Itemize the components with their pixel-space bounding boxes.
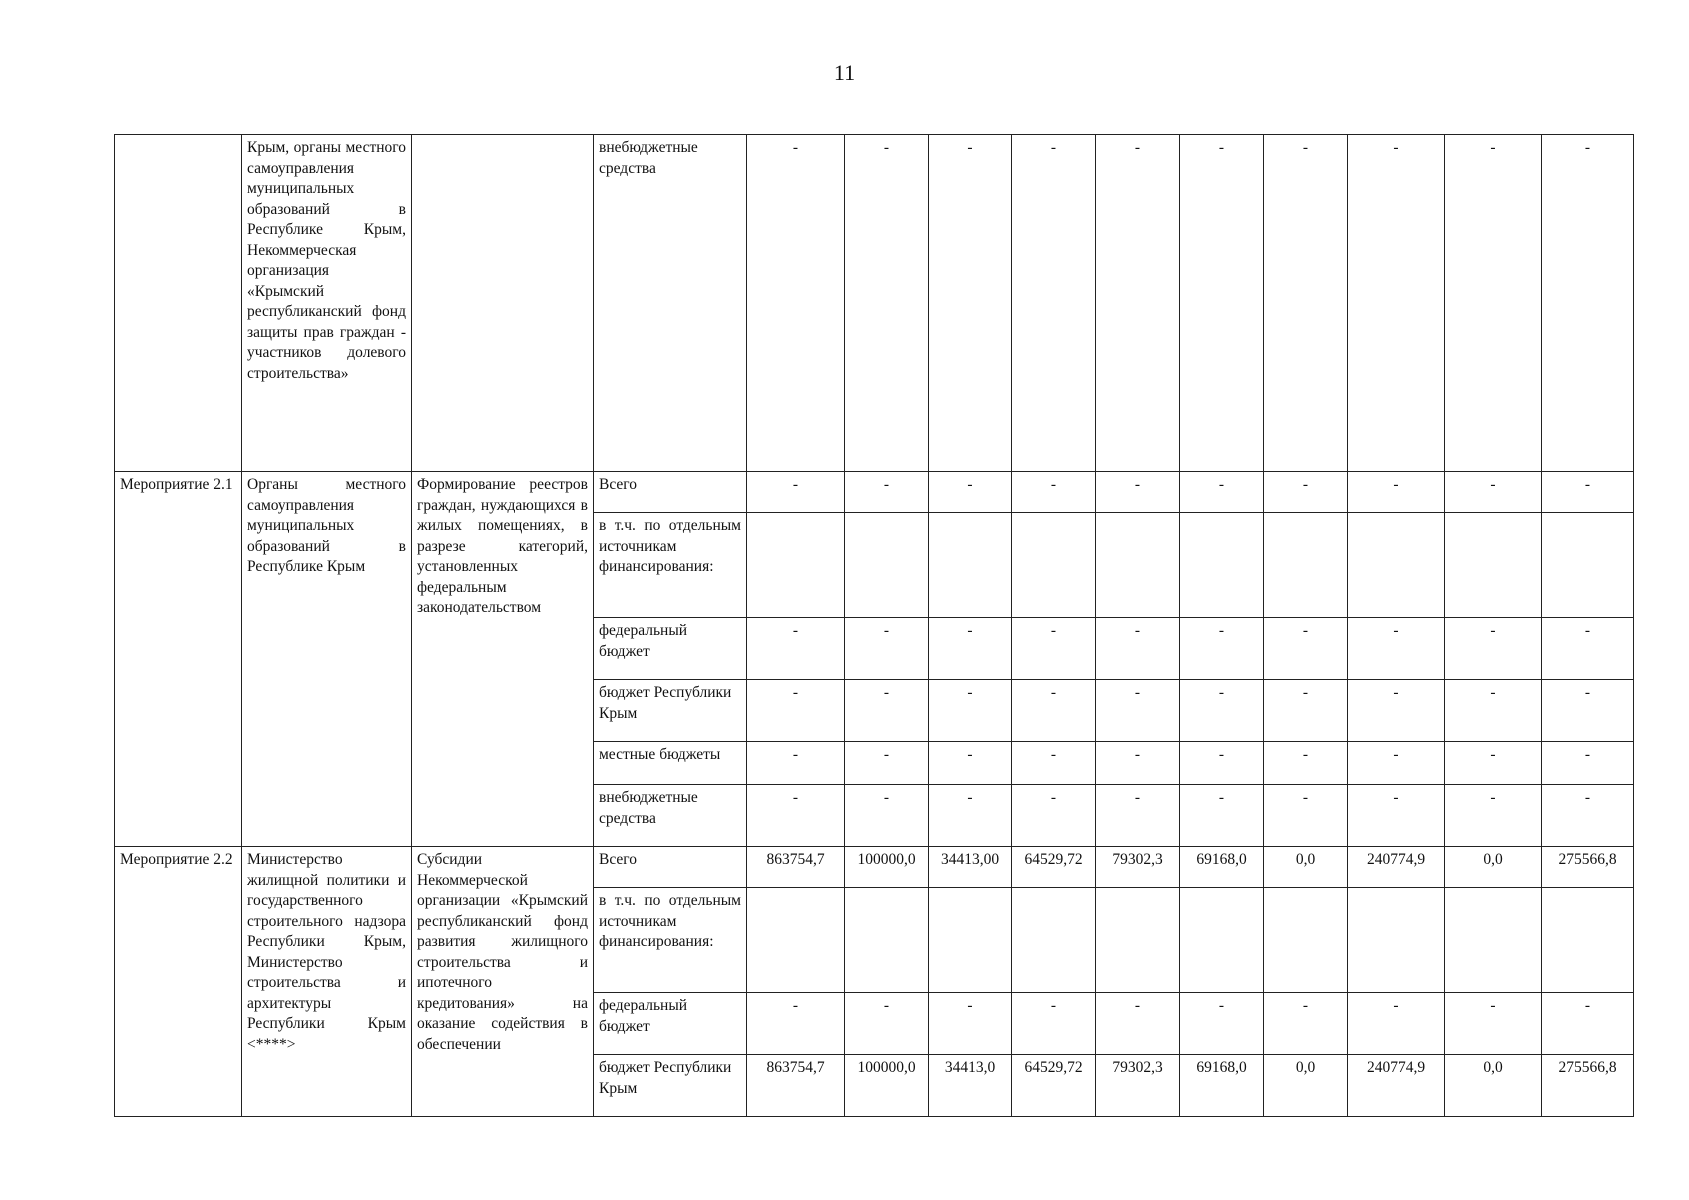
value-cell: 863754,7 — [747, 1055, 845, 1117]
financing-table — [114, 134, 1634, 1117]
value-cell — [1180, 888, 1264, 993]
value-cell: - — [1180, 472, 1264, 513]
value-cell — [929, 888, 1012, 993]
value-cell: - — [1180, 742, 1264, 785]
page-number: 11 — [833, 60, 856, 85]
value-cell: 0,0 — [1445, 1055, 1542, 1117]
value-cell: - — [1542, 472, 1634, 513]
value-cell: - — [845, 993, 929, 1055]
value-cell: 79302,3 — [1096, 1055, 1180, 1117]
value-cell: - — [929, 993, 1012, 1055]
table-row — [115, 135, 1634, 472]
value-cell: - — [1096, 135, 1180, 472]
value-cell: - — [1445, 135, 1542, 472]
source-cell: Всего — [594, 472, 747, 513]
executor-cell: Крым, органы местного самоуправления муниципальных образований в Республике Крым, Некоммерческая организация «Крымский республиканский фонд защиты прав граждан - участников долевого строительства» — [242, 135, 412, 472]
value-cell: - — [1096, 993, 1180, 1055]
value-cell: 69168,0 — [1180, 1055, 1264, 1117]
value-cell: 34413,0 — [929, 1055, 1012, 1117]
value-cell: - — [1264, 472, 1348, 513]
measure-cell — [115, 135, 242, 472]
content-cell — [412, 135, 594, 472]
value-cell — [845, 513, 929, 618]
value-cell: - — [1180, 993, 1264, 1055]
value-cell: - — [1012, 680, 1096, 742]
content-cell: Формирование реестров граждан, нуждающихся в жилых помещениях, в разрезе категорий, установленных федеральным законодательством — [412, 472, 594, 847]
value-cell — [1264, 513, 1348, 618]
table-row — [115, 472, 1634, 513]
value-cell: - — [1096, 472, 1180, 513]
value-cell: - — [1180, 135, 1264, 472]
executor-cell: Министерство жилищной политики и государственного строительного надзора Республики Крым, Министерство строительства и архитектуры Республики Крым <****> — [242, 847, 412, 1117]
value-cell — [1445, 513, 1542, 618]
value-cell: 64529,72 — [1012, 847, 1096, 888]
value-cell: - — [1264, 993, 1348, 1055]
value-cell: - — [1012, 742, 1096, 785]
table-body — [115, 135, 1634, 1117]
value-cell: - — [1348, 618, 1445, 680]
value-cell: - — [1180, 680, 1264, 742]
value-cell: - — [1096, 618, 1180, 680]
value-cell: - — [845, 742, 929, 785]
value-cell: - — [747, 993, 845, 1055]
value-cell: - — [747, 135, 845, 472]
value-cell: - — [1542, 135, 1634, 472]
value-cell: - — [1264, 785, 1348, 847]
value-cell: - — [1445, 993, 1542, 1055]
table-row — [115, 847, 1634, 888]
value-cell: 863754,7 — [747, 847, 845, 888]
value-cell: - — [845, 618, 929, 680]
value-cell: 79302,3 — [1096, 847, 1180, 888]
value-cell: - — [1012, 993, 1096, 1055]
source-cell: федеральный бюджет — [594, 993, 747, 1055]
value-cell — [1542, 513, 1634, 618]
value-cell: - — [929, 680, 1012, 742]
value-cell: - — [1180, 618, 1264, 680]
value-cell: 0,0 — [1264, 1055, 1348, 1117]
value-cell: - — [1012, 785, 1096, 847]
value-cell: - — [1445, 742, 1542, 785]
value-cell: - — [747, 680, 845, 742]
value-cell — [1264, 888, 1348, 993]
source-cell: бюджет Республики Крым — [594, 1055, 747, 1117]
value-cell: - — [747, 785, 845, 847]
value-cell: - — [1445, 618, 1542, 680]
value-cell: - — [845, 785, 929, 847]
value-cell: - — [845, 472, 929, 513]
value-cell: - — [1348, 993, 1445, 1055]
source-cell: в т.ч. по отдельным источникам финансирования: — [594, 888, 747, 993]
value-cell: - — [1096, 680, 1180, 742]
value-cell: - — [1445, 472, 1542, 513]
value-cell: 0,0 — [1445, 847, 1542, 888]
value-cell: - — [929, 618, 1012, 680]
executor-cell: Органы местного самоуправления муниципальных образований в Республике Крым — [242, 472, 412, 847]
value-cell: 100000,0 — [845, 1055, 929, 1117]
value-cell: - — [1012, 472, 1096, 513]
value-cell — [1348, 513, 1445, 618]
value-cell — [929, 513, 1012, 618]
source-cell: Всего — [594, 847, 747, 888]
value-cell — [1180, 513, 1264, 618]
value-cell — [845, 888, 929, 993]
value-cell — [1096, 888, 1180, 993]
value-cell — [1012, 888, 1096, 993]
value-cell: - — [1348, 680, 1445, 742]
value-cell: 0,0 — [1264, 847, 1348, 888]
value-cell: - — [1012, 618, 1096, 680]
source-cell: местные бюджеты — [594, 742, 747, 785]
source-cell: в т.ч. по отдельным источникам финансирования: — [594, 513, 747, 618]
source-cell: внебюджетные средства — [594, 785, 747, 847]
value-cell: 69168,0 — [1180, 847, 1264, 888]
value-cell: - — [1096, 785, 1180, 847]
value-cell: - — [1542, 680, 1634, 742]
value-cell — [1445, 888, 1542, 993]
value-cell: 240774,9 — [1348, 1055, 1445, 1117]
value-cell: - — [1445, 680, 1542, 742]
value-cell: - — [1348, 742, 1445, 785]
measure-cell: Мероприятие 2.2 — [115, 847, 242, 1117]
source-cell: федеральный бюджет — [594, 618, 747, 680]
value-cell: - — [1348, 135, 1445, 472]
value-cell: - — [1264, 742, 1348, 785]
value-cell: - — [1542, 785, 1634, 847]
value-cell: - — [929, 472, 1012, 513]
value-cell — [1542, 888, 1634, 993]
value-cell: 64529,72 — [1012, 1055, 1096, 1117]
value-cell — [1012, 513, 1096, 618]
value-cell: 240774,9 — [1348, 847, 1445, 888]
value-cell: - — [1542, 618, 1634, 680]
value-cell: 34413,00 — [929, 847, 1012, 888]
content-cell: Субсидии Некоммерческой организации «Крымский республиканский фонд развития жилищного строительства и ипотечного кредитования» на оказание содействия в обеспечении — [412, 847, 594, 1117]
value-cell: - — [1264, 618, 1348, 680]
measure-cell: Мероприятие 2.1 — [115, 472, 242, 847]
value-cell: - — [747, 472, 845, 513]
value-cell — [1096, 513, 1180, 618]
value-cell: - — [747, 618, 845, 680]
value-cell: 100000,0 — [845, 847, 929, 888]
value-cell: - — [1096, 742, 1180, 785]
value-cell: - — [929, 135, 1012, 472]
value-cell: - — [1180, 785, 1264, 847]
value-cell: - — [1348, 472, 1445, 513]
value-cell: - — [929, 742, 1012, 785]
value-cell: 275566,8 — [1542, 847, 1634, 888]
value-cell — [747, 513, 845, 618]
value-cell — [1348, 888, 1445, 993]
value-cell: - — [747, 742, 845, 785]
value-cell: - — [1348, 785, 1445, 847]
value-cell: - — [1542, 993, 1634, 1055]
value-cell: - — [845, 135, 929, 472]
source-cell: бюджет Республики Крым — [594, 680, 747, 742]
value-cell: - — [1264, 135, 1348, 472]
value-cell: - — [1542, 742, 1634, 785]
source-cell: внебюджетные средства — [594, 135, 747, 472]
value-cell — [747, 888, 845, 993]
value-cell: 275566,8 — [1542, 1055, 1634, 1117]
value-cell: - — [845, 680, 929, 742]
value-cell: - — [1264, 680, 1348, 742]
value-cell: - — [1012, 135, 1096, 472]
value-cell: - — [929, 785, 1012, 847]
value-cell: - — [1445, 785, 1542, 847]
